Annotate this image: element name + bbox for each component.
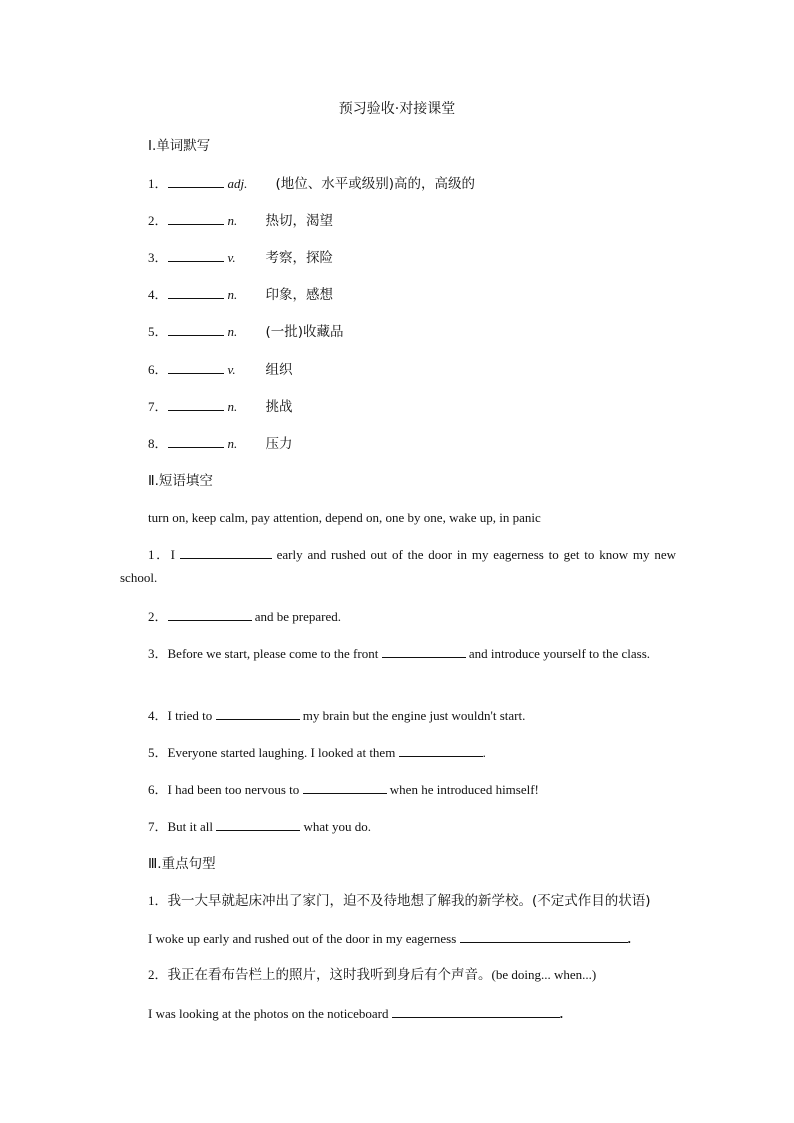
word-meaning: (一批)收藏品 — [265, 324, 344, 340]
answer-blank[interactable] — [168, 248, 224, 262]
grammar-hint: (be doing... when...) — [491, 967, 597, 982]
answer-blank[interactable] — [399, 743, 483, 757]
item-number: 8． — [148, 436, 168, 451]
word-meaning: 热切，渴望 — [265, 213, 334, 229]
sentence-start: I woke up early and rushed out of the door in my eagerness — [148, 931, 457, 946]
answer-blank[interactable] — [168, 174, 224, 188]
answer-blank[interactable] — [216, 817, 300, 831]
item-number: 2． — [148, 609, 168, 624]
vocab-item — [148, 434, 293, 453]
answer-blank[interactable] — [180, 545, 272, 559]
sentence-end: what you do. — [303, 819, 372, 834]
answer-blank[interactable] — [168, 434, 224, 448]
vocab-item — [148, 285, 333, 304]
item-number: 7． — [148, 819, 168, 834]
answer-blank[interactable] — [168, 360, 224, 374]
vocab-item — [148, 360, 293, 379]
item-number: 6． — [148, 782, 168, 797]
sentence-end: and be prepared. — [254, 609, 342, 624]
chinese-sentence: 我一大早就起床冲出了家门，迫不及待地想了解我的新学校。 — [167, 893, 533, 909]
translation-line — [148, 929, 631, 948]
vocab-item — [148, 248, 333, 267]
item-number: 1． — [148, 176, 168, 191]
word-meaning: 考察，探险 — [265, 250, 334, 266]
sentence-prompt — [148, 966, 596, 984]
part-of-speech: n. — [227, 399, 238, 414]
word-meaning: (地位、水平或级别)高的，高级的 — [275, 176, 476, 192]
phrase-item — [148, 743, 486, 762]
word-meaning: 印象，感想 — [265, 287, 334, 303]
item-number: 1． — [148, 547, 171, 562]
answer-blank[interactable] — [168, 322, 224, 336]
item-number: 5． — [148, 745, 168, 760]
answer-blank[interactable] — [168, 285, 224, 299]
item-number: 3． — [148, 250, 168, 265]
grammar-hint: (不定式作目的状语) — [532, 893, 651, 909]
vocab-item — [148, 322, 344, 341]
phrase-item — [148, 817, 371, 836]
item-number: 4． — [148, 287, 168, 302]
sentence-start: I tried to — [167, 708, 213, 723]
part-of-speech: n. — [227, 213, 238, 228]
item-number: 2． — [148, 213, 168, 228]
vocab-item — [148, 174, 475, 193]
item-number: 5． — [148, 324, 168, 339]
part-of-speech: n. — [227, 287, 238, 302]
sentence-end: my brain but the engine just wouldn't start. — [302, 708, 526, 723]
sentence-end: . — [482, 745, 486, 760]
phrase-item — [148, 780, 539, 799]
phrase-item — [148, 607, 341, 626]
answer-blank[interactable] — [168, 397, 224, 411]
phrase-item — [120, 543, 676, 589]
sentence-end: when he introduced himself! — [389, 782, 539, 797]
answer-blank[interactable] — [303, 780, 387, 794]
item-number: 4． — [148, 708, 168, 723]
section-heading-phrases: Ⅱ.短语填空 — [148, 473, 213, 489]
section-heading-sentences: Ⅲ.重点句型 — [148, 856, 216, 872]
page-title: 预习验收·对接课堂 — [338, 101, 456, 117]
answer-blank[interactable] — [382, 644, 466, 658]
answer-blank[interactable] — [168, 211, 224, 225]
item-number: 1． — [148, 893, 168, 908]
word-bank: turn on, keep calm, pay attention, depend on, one by one, wake up, in panic — [148, 510, 541, 525]
part-of-speech: n. — [227, 436, 238, 451]
sentence-start: I had been too nervous to — [167, 782, 300, 797]
part-of-speech: n. — [227, 324, 238, 339]
answer-blank[interactable] — [460, 929, 628, 943]
word-meaning: 挑战 — [265, 399, 293, 415]
sentence-start: I — [170, 547, 175, 562]
sentence-end: early and rushed out of the door in my eagerness to get to know my new school. — [120, 547, 677, 585]
sentence-start: But it all — [167, 819, 214, 834]
sentence-start: Before we start, please come to the front — [167, 646, 379, 661]
item-number: 6． — [148, 362, 168, 377]
chinese-sentence: 我正在看布告栏上的照片，这时我听到身后有个声音。 — [167, 967, 492, 983]
sentence-end: and introduce yourself to the class. — [468, 646, 651, 661]
word-meaning: 压力 — [265, 436, 293, 452]
sentence-start: I was looking at the photos on the noticeboard — [148, 1006, 389, 1021]
sentence-start: Everyone started laughing. I looked at them — [167, 745, 396, 760]
word-meaning: 组织 — [265, 362, 293, 378]
part-of-speech: v. — [227, 250, 236, 265]
sentence-end: . — [627, 931, 631, 946]
item-number: 2． — [148, 967, 168, 982]
sentence-prompt — [148, 892, 651, 910]
vocab-item — [148, 211, 333, 230]
item-number: 3． — [148, 646, 168, 661]
item-number: 7． — [148, 399, 168, 414]
part-of-speech: adj. — [227, 176, 248, 191]
answer-blank[interactable] — [392, 1004, 560, 1018]
sentence-end: . — [559, 1006, 563, 1021]
phrase-item — [120, 642, 676, 665]
answer-blank[interactable] — [168, 607, 252, 621]
translation-line — [148, 1004, 563, 1023]
section-heading-vocabulary: Ⅰ.单词默写 — [148, 138, 211, 154]
part-of-speech: v. — [227, 362, 236, 377]
phrase-item — [148, 706, 525, 725]
answer-blank[interactable] — [216, 706, 300, 720]
vocab-item — [148, 397, 293, 416]
